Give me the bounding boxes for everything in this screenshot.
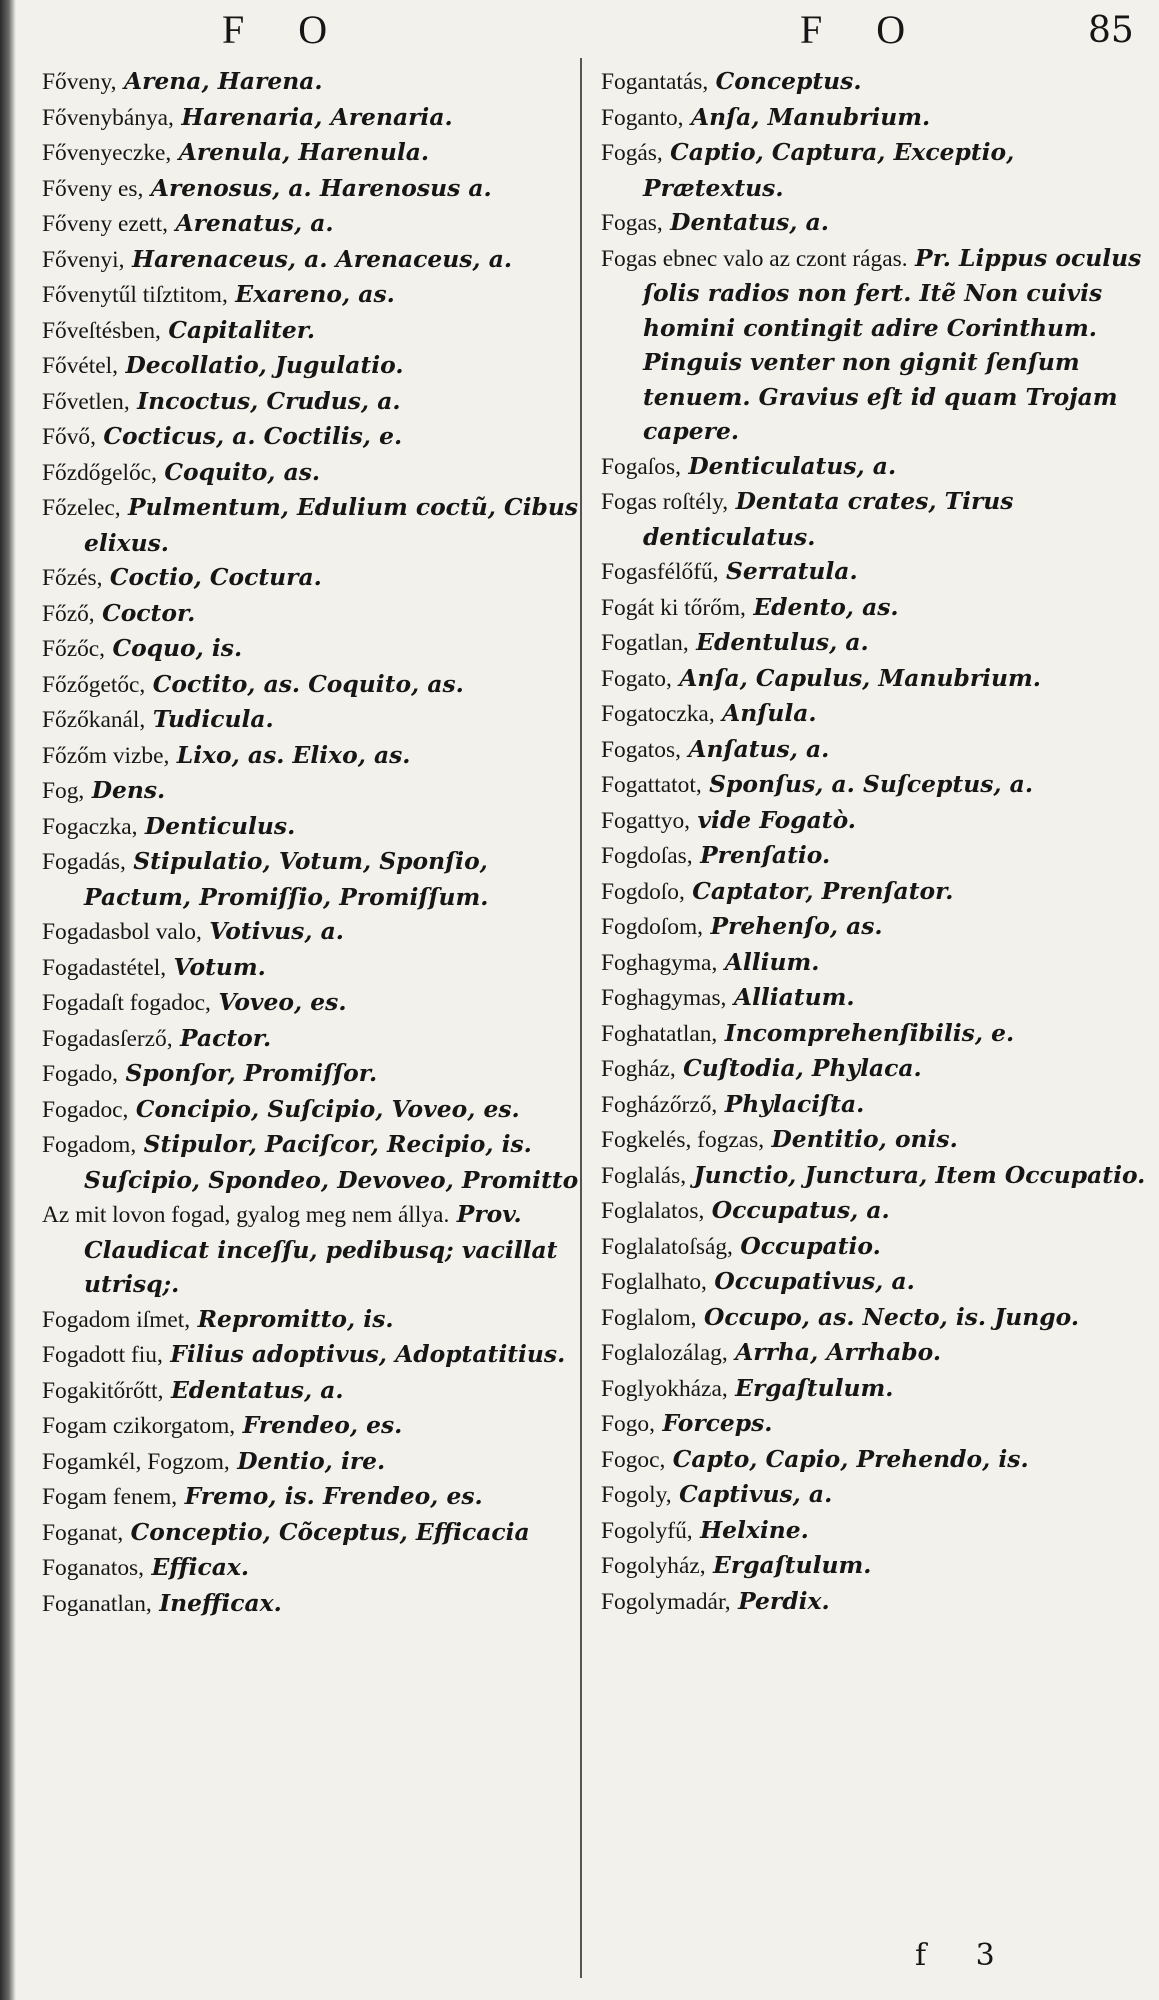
headword: Foglalatoſság, bbox=[601, 1233, 733, 1260]
dictionary-entry bbox=[601, 1264, 1146, 1300]
headword: Fogasfélőfű, bbox=[601, 559, 719, 585]
dictionary-entry bbox=[601, 909, 1146, 945]
dictionary-entry bbox=[601, 874, 1146, 910]
latin-translation: Prehenſo, as. bbox=[710, 912, 883, 940]
dictionary-entry bbox=[42, 313, 587, 349]
headword: Foglalhato, bbox=[601, 1269, 707, 1295]
latin-translation: Filius adoptivus, Adoptatitius. bbox=[170, 1340, 566, 1368]
headword: Fogattyo, bbox=[601, 807, 691, 834]
dictionary-entry bbox=[601, 484, 1146, 554]
headword: Főzőgetőc, bbox=[42, 671, 146, 698]
latin-translation: Anſatus, a. bbox=[688, 734, 830, 763]
latin-translation: Repromitto, is. bbox=[197, 1304, 394, 1333]
latin-translation: Edento, as. bbox=[753, 592, 899, 621]
dictionary-entry bbox=[42, 1408, 587, 1444]
headword: Fogadoc, bbox=[42, 1096, 129, 1123]
headword: Foghagymas, bbox=[601, 985, 727, 1011]
dictionary-entry bbox=[42, 64, 587, 100]
latin-translation: Forceps. bbox=[662, 1409, 773, 1437]
headword: Fogaſos, bbox=[601, 453, 681, 480]
latin-translation: Prenſatio. bbox=[700, 841, 831, 869]
headword: Foganto, bbox=[601, 104, 684, 131]
dictionary-entry bbox=[601, 554, 1146, 590]
headword: Főveny ezett, bbox=[42, 211, 169, 237]
latin-translation: Dentata crates, Tirus denticulatus. bbox=[643, 487, 1014, 551]
dictionary-entry bbox=[601, 1477, 1146, 1513]
headword: Fogdoſo, bbox=[601, 878, 685, 905]
running-head-left: F O bbox=[222, 7, 350, 52]
latin-translation: Conceptio, Cõceptus, Efficacia bbox=[130, 1517, 530, 1546]
latin-translation: Anſa, Capulus, Manubrium. bbox=[679, 663, 1041, 692]
headword: Főző, bbox=[42, 600, 95, 627]
headword: Fogatos, bbox=[601, 736, 681, 763]
latin-translation: Coquo, is. bbox=[112, 634, 243, 662]
dictionary-entry bbox=[42, 1197, 587, 1302]
latin-translation: Cocticus, a. Coctilis, e. bbox=[103, 422, 403, 450]
headword: Fogas roſtély, bbox=[601, 489, 729, 515]
signature-mark: f 3 bbox=[915, 1938, 1015, 1973]
headword: Fogházőrző, bbox=[601, 1091, 718, 1118]
headword: Foglalatos, bbox=[601, 1198, 705, 1224]
dictionary-entry bbox=[42, 1021, 587, 1057]
dictionary-entry bbox=[601, 767, 1146, 803]
latin-translation: Fremo, is. Frendeo, es. bbox=[184, 1482, 483, 1510]
headword: Fogát ki tőrőm, bbox=[601, 594, 746, 621]
dictionary-entry bbox=[42, 1337, 587, 1373]
dictionary-entry bbox=[42, 348, 587, 384]
headword: Fogolyfű, bbox=[601, 1517, 693, 1544]
dictionary-entry bbox=[42, 596, 587, 632]
headword: Fogoly, bbox=[601, 1482, 672, 1508]
headword: Foglalás, bbox=[601, 1162, 687, 1189]
latin-translation: Coctio, Coctura. bbox=[109, 563, 322, 591]
latin-translation: Capto, Capio, Prehendo, is. bbox=[672, 1444, 1029, 1473]
latin-translation: Dens. bbox=[91, 776, 166, 804]
latin-translation: Pulmentum, Edulium coctũ, Cibus elixus. bbox=[84, 493, 579, 557]
dictionary-entry bbox=[42, 135, 587, 171]
running-head-right: F O bbox=[800, 7, 928, 52]
headword: Fog, bbox=[42, 778, 85, 804]
headword: Főveny, bbox=[42, 69, 117, 95]
dictionary-entry bbox=[601, 1406, 1146, 1442]
dictionary-entry bbox=[601, 732, 1146, 768]
latin-translation: Perdix. bbox=[738, 1586, 830, 1615]
headword: Fogam fenem, bbox=[42, 1484, 178, 1510]
latin-translation: Denticulatus, a. bbox=[688, 451, 897, 480]
headword: Foglalom, bbox=[601, 1304, 697, 1331]
headword: Fogadom, bbox=[42, 1132, 137, 1158]
latin-translation: Occupativus, a. bbox=[714, 1267, 915, 1295]
latin-translation: Conceptus. bbox=[715, 67, 862, 95]
headword: Foghagyma, bbox=[601, 949, 718, 976]
latin-translation: Ergaſtulum. bbox=[735, 1373, 894, 1402]
latin-translation: Arena, Harena. bbox=[123, 67, 323, 95]
headword: Fővő, bbox=[42, 424, 96, 450]
latin-translation: Dentatus, a. bbox=[670, 208, 829, 236]
latin-translation: Cuſtodia, Phylaca. bbox=[683, 1054, 922, 1082]
dictionary-entry bbox=[42, 1479, 587, 1515]
dictionary-entry bbox=[601, 1193, 1146, 1229]
headword: Fogdoſom, bbox=[601, 914, 704, 940]
dictionary-entry bbox=[601, 1335, 1146, 1371]
dictionary-entry bbox=[601, 1442, 1146, 1478]
dictionary-entry bbox=[601, 1122, 1146, 1158]
dictionary-entry bbox=[42, 1302, 587, 1338]
dictionary-entry bbox=[42, 1373, 587, 1409]
dictionary-entry bbox=[42, 631, 587, 667]
dictionary-entry bbox=[42, 1056, 587, 1092]
latin-translation: Votivus, a. bbox=[209, 917, 344, 945]
latin-translation: Voveo, es. bbox=[218, 988, 347, 1016]
headword: Fogolymadár, bbox=[601, 1588, 731, 1615]
headword: Főveny es, bbox=[42, 175, 144, 202]
latin-translation: Sponſus, a. Suſceptus, a. bbox=[709, 770, 1033, 798]
dictionary-entry bbox=[42, 171, 587, 207]
left-column bbox=[42, 64, 587, 1621]
dictionary-entry bbox=[42, 419, 587, 455]
dictionary-entry bbox=[42, 277, 587, 313]
latin-translation: Concipio, Suſcipio, Voveo, es. bbox=[135, 1094, 520, 1123]
headword: Foglalozálag, bbox=[601, 1340, 728, 1366]
dictionary-entry bbox=[42, 490, 587, 560]
latin-translation: Occupo, as. Necto, is. Jungo. bbox=[703, 1302, 1079, 1331]
page-number: 85 bbox=[1088, 10, 1134, 51]
latin-translation: Stipulor, Paciſcor, Recipio, is. Suſcipio, Spondeo, Devoveo, Promitto bbox=[84, 1130, 579, 1194]
dictionary-entry bbox=[42, 1515, 587, 1551]
headword: Főzőkanál, bbox=[42, 707, 146, 733]
headword: Fogadasſerző, bbox=[42, 1025, 173, 1052]
dictionary-entry bbox=[42, 1127, 587, 1197]
latin-translation: Allium. bbox=[724, 947, 820, 976]
headword: Fogatlan, bbox=[601, 630, 689, 656]
latin-translation: Arenosus, a. Harenosus a. bbox=[150, 173, 492, 202]
headword: Fogato, bbox=[601, 665, 672, 692]
dictionary-entry bbox=[601, 449, 1146, 485]
headword: Fogadom iſmet, bbox=[42, 1306, 191, 1333]
headword: Fogamkél, Fogzom, bbox=[42, 1448, 230, 1475]
dictionary-entry bbox=[601, 661, 1146, 697]
latin-translation: Tudicula. bbox=[152, 705, 274, 733]
headword: Főzdőgelőc, bbox=[42, 459, 157, 486]
headword: Fogdoſas, bbox=[601, 843, 693, 869]
dictionary-entry bbox=[601, 1548, 1146, 1584]
headword: Fővetlen, bbox=[42, 388, 130, 415]
latin-translation: Harenaceus, a. Arenaceus, a. bbox=[131, 244, 513, 273]
latin-translation: Denticulus. bbox=[144, 811, 296, 840]
latin-translation: Decollatio, Jugulatio. bbox=[125, 351, 404, 379]
dictionary-entry bbox=[601, 945, 1146, 981]
headword: Fővétel, bbox=[42, 353, 119, 379]
dictionary-entry bbox=[42, 985, 587, 1021]
headword: Fogatoczka, bbox=[601, 701, 715, 727]
dictionary-entry bbox=[42, 738, 587, 774]
dictionary-entry bbox=[601, 1300, 1146, 1336]
dictionary-entry bbox=[42, 1444, 587, 1480]
latin-translation: Coquito, as. bbox=[164, 457, 321, 486]
dictionary-entry bbox=[601, 838, 1146, 874]
headword: Fogadás, bbox=[42, 849, 126, 875]
latin-translation: Ergaſtulum. bbox=[713, 1551, 872, 1579]
latin-translation: Dentitio, onis. bbox=[771, 1125, 958, 1153]
latin-translation: Exareno, as. bbox=[235, 280, 395, 308]
latin-translation: Incoctus, Crudus, a. bbox=[137, 386, 401, 415]
latin-translation: vide Fogatò. bbox=[697, 805, 856, 834]
latin-translation: Captio, Captura, Exceptio, Prætextus. bbox=[643, 138, 1015, 202]
dictionary-entry bbox=[601, 1584, 1146, 1620]
latin-translation: Inefficax. bbox=[159, 1588, 282, 1617]
headword: Fogas, bbox=[601, 210, 663, 236]
dictionary-entry bbox=[42, 242, 587, 278]
headword: Foghatatlan, bbox=[601, 1020, 718, 1047]
headword: Fogás, bbox=[601, 140, 663, 166]
latin-translation: Harenaria, Arenaria. bbox=[181, 102, 453, 131]
dictionary-entry bbox=[42, 809, 587, 845]
headword: Fogattatot, bbox=[601, 772, 702, 798]
dictionary-entry bbox=[601, 980, 1146, 1016]
headword: Fogam czikorgatom, bbox=[42, 1413, 236, 1439]
dictionary-entry bbox=[42, 914, 587, 950]
headword: Fogkelés, fogzas, bbox=[601, 1127, 765, 1153]
latin-translation: Arenatus, a. bbox=[175, 209, 334, 237]
latin-translation: Dentio, ire. bbox=[237, 1446, 386, 1475]
dictionary-entry bbox=[601, 1513, 1146, 1549]
headword: Fővenyeczke, bbox=[42, 140, 172, 166]
headword: Fogo, bbox=[601, 1411, 655, 1437]
dictionary-entry bbox=[42, 206, 587, 242]
latin-translation: Coctito, as. Coquito, as. bbox=[152, 669, 464, 698]
headword: Fogadaſt fogadoc, bbox=[42, 990, 211, 1016]
dictionary-entry bbox=[601, 100, 1146, 136]
latin-translation: Occupatio. bbox=[740, 1231, 881, 1260]
dictionary-entry bbox=[42, 1586, 587, 1622]
headword: Főveſtésben, bbox=[42, 317, 161, 344]
headword: Fővenybánya, bbox=[42, 104, 174, 131]
latin-translation: Captivus, a. bbox=[679, 1480, 833, 1508]
headword: Fogado, bbox=[42, 1061, 119, 1087]
dictionary-entry bbox=[601, 1371, 1146, 1407]
latin-translation: Stipulatio, Votum, Sponſio, Pactum, Promiſſio, Promiſſum. bbox=[84, 847, 489, 911]
dictionary-entry bbox=[601, 696, 1146, 732]
dictionary-entry bbox=[601, 241, 1146, 449]
headword: Fogház, bbox=[601, 1056, 676, 1082]
headword: Főzőm vizbe, bbox=[42, 742, 170, 769]
dictionary-entry bbox=[601, 205, 1146, 241]
latin-translation: Anſula. bbox=[722, 699, 817, 727]
headword: Főzés, bbox=[42, 565, 103, 591]
headword: Fővenytűl tiſztitom, bbox=[42, 282, 228, 308]
headword: Fogadott fiu, bbox=[42, 1342, 163, 1368]
headword: Foganatos, bbox=[42, 1555, 145, 1581]
headword: Főzelec, bbox=[42, 495, 121, 521]
latin-translation: Lixo, as. Elixo, as. bbox=[176, 740, 411, 769]
headword: Főzőc, bbox=[42, 636, 106, 662]
dictionary-entry bbox=[42, 384, 587, 420]
headword: Az mit lovon fogad, gyalog meg nem állya. bbox=[42, 1202, 450, 1228]
latin-translation: Frendeo, es. bbox=[242, 1411, 403, 1439]
right-column bbox=[601, 64, 1146, 1619]
headword: Foganat, bbox=[42, 1519, 124, 1546]
dictionary-entry bbox=[601, 1051, 1146, 1087]
latin-translation: Arenula, Harenula. bbox=[178, 138, 430, 166]
latin-translation: Helxine. bbox=[700, 1515, 809, 1544]
dictionary-entry bbox=[601, 135, 1146, 205]
latin-translation: Sponſor, Promiſſor. bbox=[125, 1059, 378, 1087]
dictionary-entry bbox=[601, 1087, 1146, 1123]
latin-translation: Phylaciſta. bbox=[724, 1089, 865, 1118]
latin-translation: Arrha, Arrhabo. bbox=[735, 1338, 941, 1366]
headword: Fővenyi, bbox=[42, 246, 125, 273]
headword: Fogadasbol valo, bbox=[42, 919, 202, 945]
latin-translation: Serratula. bbox=[726, 557, 858, 585]
dictionary-entry bbox=[42, 455, 587, 491]
latin-translation: Prov. Claudicat inceſſu, pedibusq; vacillat utrisq;. bbox=[84, 1200, 558, 1298]
dictionary-entry bbox=[601, 625, 1146, 661]
latin-translation: Votum. bbox=[173, 952, 266, 981]
dictionary-entry bbox=[42, 100, 587, 136]
dictionary-entry bbox=[601, 1229, 1146, 1265]
headword: Fogantatás, bbox=[601, 69, 709, 95]
headword: Foglyokháza, bbox=[601, 1375, 728, 1402]
headword: Fogoc, bbox=[601, 1446, 666, 1473]
latin-translation: Pactor. bbox=[180, 1023, 272, 1052]
latin-translation: Incomprehenſibilis, e. bbox=[724, 1018, 1015, 1047]
latin-translation: Alliatum. bbox=[733, 983, 855, 1011]
latin-translation: Anſa, Manubrium. bbox=[690, 102, 931, 131]
latin-translation: Junctio, Junctura, Item Occupatio. bbox=[693, 1160, 1146, 1189]
dictionary-entry bbox=[42, 667, 587, 703]
dictionary-entry bbox=[601, 803, 1146, 839]
dictionary-entry bbox=[42, 950, 587, 986]
headword: Fogadastétel, bbox=[42, 954, 167, 981]
latin-translation: Coctor. bbox=[102, 598, 196, 627]
headword: Fogaczka, bbox=[42, 813, 138, 840]
dictionary-entry bbox=[42, 773, 587, 809]
dictionary-entry bbox=[42, 702, 587, 738]
latin-translation: Edentatus, a. bbox=[170, 1375, 344, 1404]
headword: Fogas ebnec valo az czont rágas. bbox=[601, 245, 908, 272]
dictionary-entry bbox=[601, 64, 1146, 100]
dictionary-entry bbox=[601, 1158, 1146, 1194]
dictionary-entry bbox=[42, 844, 587, 914]
latin-translation: Capitaliter. bbox=[168, 315, 316, 344]
headword: Fogakitőrőtt, bbox=[42, 1377, 164, 1404]
book-spine-shadow bbox=[0, 0, 16, 2000]
latin-translation: Pr. Lippus oculus ſolis radios non fert. Itẽ Non cuivis homini contingit adire Corinthum. Pinguis venter non gignit ſenſum tenuem. Gravius eſt id quam Trojam capere. bbox=[643, 243, 1142, 445]
headword: Foganatlan, bbox=[42, 1590, 152, 1617]
latin-translation: Efficax. bbox=[151, 1553, 250, 1581]
dictionary-entry bbox=[42, 560, 587, 596]
page-header bbox=[0, 6, 1159, 56]
latin-translation: Occupatus, a. bbox=[711, 1196, 890, 1224]
latin-translation: Captator, Prenſator. bbox=[692, 876, 954, 905]
headword: Fogolyház, bbox=[601, 1553, 706, 1579]
dictionary-entry bbox=[601, 1016, 1146, 1052]
dictionary-entry bbox=[42, 1550, 587, 1586]
dictionary-entry bbox=[42, 1092, 587, 1128]
latin-translation: Edentulus, a. bbox=[696, 628, 869, 656]
dictionary-entry bbox=[601, 590, 1146, 626]
